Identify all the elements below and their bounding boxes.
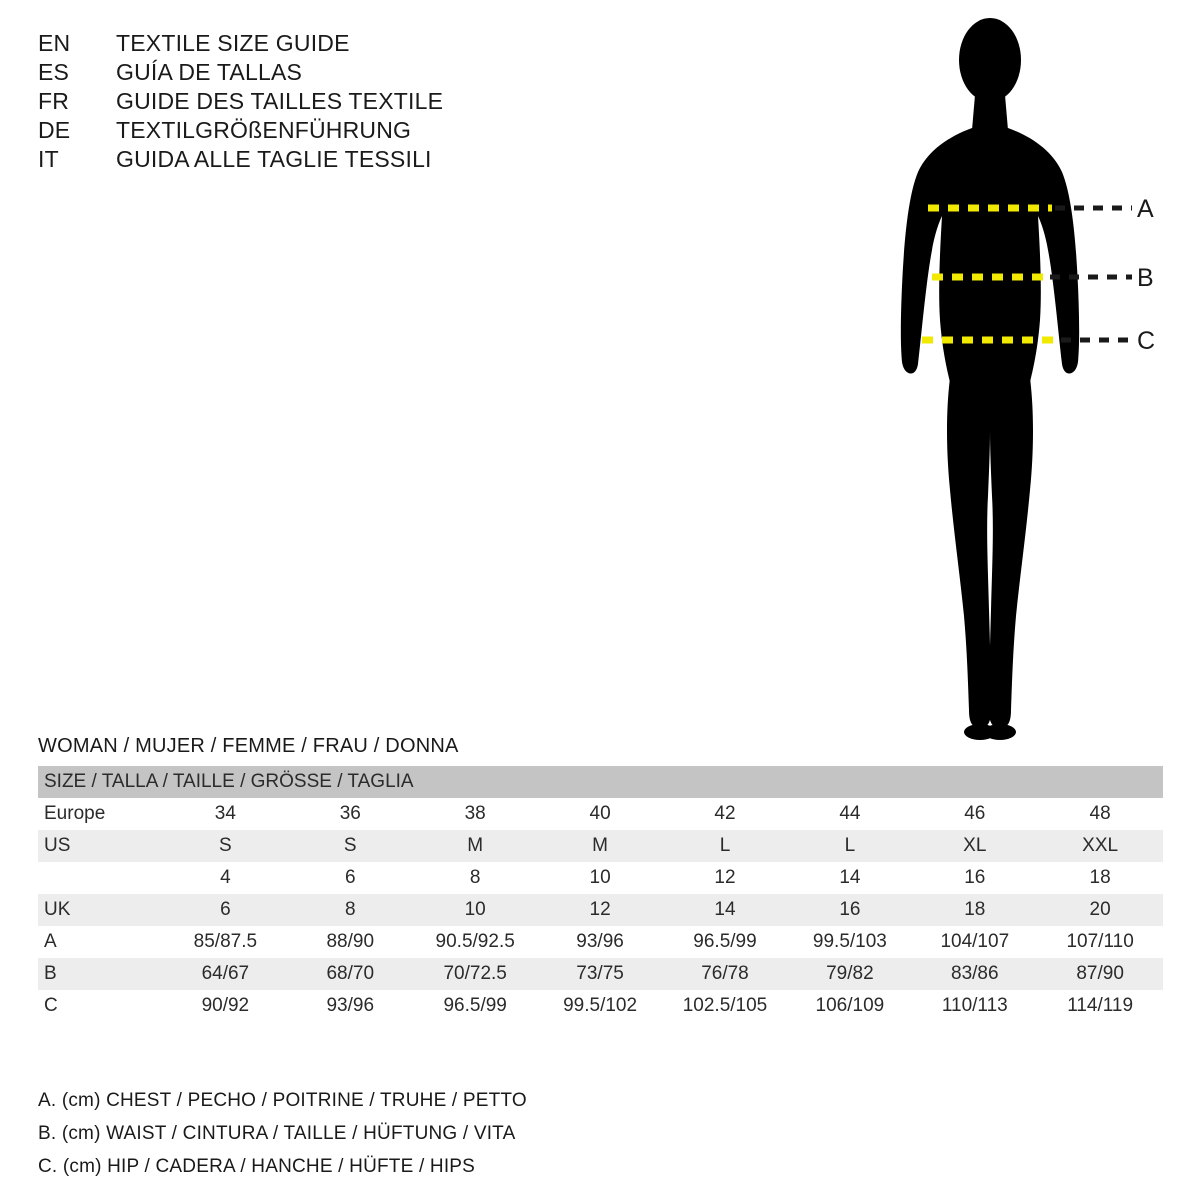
cell: 102.5/105 — [682, 995, 768, 1016]
title-text-es: GUÍA DE TALLAS — [116, 59, 303, 85]
title-row-en — [38, 30, 558, 57]
cell: L — [719, 835, 731, 856]
title-text-en: TEXTILE SIZE GUIDE — [116, 30, 350, 56]
cell: 8 — [469, 867, 481, 888]
size-table — [38, 766, 1163, 1022]
cell: XXL — [1082, 835, 1119, 856]
row-label: Europe — [44, 803, 106, 824]
cell: 14 — [839, 867, 861, 888]
footnote-c: C. (cm) HIP / CADERA / HANCHE / HÜFTE / HIPS — [38, 1156, 476, 1177]
footnote-a: A. (cm) CHEST / PECHO / POITRINE / TRUHE / PETTO — [38, 1090, 527, 1111]
cell: 99.5/102 — [563, 995, 638, 1016]
cell: 18 — [1089, 867, 1111, 888]
body-measurement-figure — [850, 10, 1190, 750]
footnotes — [38, 1090, 738, 1189]
title-lang-it: IT — [38, 146, 59, 172]
cell: 44 — [839, 803, 861, 824]
cell: 40 — [589, 803, 611, 824]
table-row — [38, 958, 1163, 990]
cell: 42 — [714, 803, 736, 824]
cell: XL — [963, 835, 987, 856]
title-lang-de: DE — [38, 117, 71, 143]
cell: 99.5/103 — [812, 931, 887, 952]
cell: 10 — [464, 899, 486, 920]
title-text-fr: GUIDE DES TAILLES TEXTILE — [116, 88, 444, 114]
table-row — [38, 862, 1163, 894]
row-label: C — [44, 995, 58, 1016]
cell: 88/90 — [326, 931, 375, 952]
table-row — [38, 990, 1163, 1022]
cell: 85/87.5 — [193, 931, 258, 952]
title-row-de — [38, 117, 558, 144]
cell: 64/67 — [201, 963, 250, 984]
marker-label-b: B — [1137, 264, 1154, 292]
title-lang-fr: FR — [38, 88, 70, 114]
footnote-b: B. (cm) WAIST / CINTURA / TAILLE / HÜFTUNG / VITA — [38, 1123, 516, 1144]
cell: 4 — [220, 867, 231, 888]
cell: 6 — [344, 867, 356, 888]
size-table-section — [38, 735, 1163, 1022]
cell: 18 — [964, 899, 986, 920]
cell: 8 — [344, 899, 356, 920]
cell: 38 — [464, 803, 486, 824]
table-header-label: SIZE / TALLA / TAILLE / GRÖSSE / TAGLIA — [44, 771, 414, 792]
cell: 12 — [589, 899, 611, 920]
cell: 46 — [964, 803, 986, 824]
row-label: B — [44, 963, 57, 984]
cell: M — [592, 835, 608, 856]
title-text-de: TEXTILGRÖßENFÜHRUNG — [116, 117, 412, 143]
cell: M — [467, 835, 484, 856]
cell: 16 — [964, 867, 986, 888]
cell: 10 — [589, 867, 611, 888]
row-label: UK — [44, 899, 71, 920]
row-label — [38, 862, 163, 894]
cell: 36 — [339, 803, 361, 824]
cell: 96.5/99 — [693, 931, 757, 952]
cell: 12 — [714, 867, 736, 888]
cell: 70/72.5 — [443, 963, 507, 984]
title-lang-en: EN — [38, 30, 71, 56]
cell: 34 — [214, 803, 236, 824]
cell: 114/119 — [1067, 995, 1134, 1016]
cell: 106/109 — [815, 995, 885, 1016]
cell: 76/78 — [701, 963, 749, 984]
cell: 93/96 — [576, 931, 624, 952]
cell: 110/113 — [941, 995, 1008, 1016]
title-row-es — [38, 59, 558, 86]
title-block — [38, 30, 558, 175]
cell: L — [844, 835, 856, 856]
marker-label-a: A — [1137, 195, 1154, 223]
cell: 90.5/92.5 — [435, 931, 515, 952]
cell: 48 — [1089, 803, 1111, 824]
cell: S — [343, 835, 357, 856]
cell: 87/90 — [1076, 963, 1124, 984]
table-header-row — [38, 766, 1163, 798]
cell: 104/107 — [940, 931, 1010, 952]
cell: 93/96 — [326, 995, 375, 1016]
cell: 6 — [220, 899, 231, 920]
cell: 20 — [1089, 899, 1111, 920]
cell: 83/86 — [951, 963, 999, 984]
title-row-fr — [38, 88, 558, 115]
title-row-it — [38, 146, 558, 173]
cell: 96.5/99 — [443, 995, 507, 1016]
table-row — [38, 894, 1163, 926]
cell: 14 — [714, 899, 736, 920]
row-label: US — [44, 835, 71, 856]
title-text-it: GUIDA ALLE TAGLIE TESSILI — [116, 146, 432, 172]
cell: 90/92 — [201, 995, 250, 1016]
cell: S — [219, 835, 232, 856]
table-caption: WOMAN / MUJER / FEMME / FRAU / DONNA — [38, 735, 459, 757]
female-silhouette-icon — [850, 10, 1190, 750]
marker-label-c: C — [1137, 327, 1156, 355]
row-label: A — [44, 931, 57, 952]
cell: 16 — [839, 899, 861, 920]
table-row — [38, 926, 1163, 958]
cell: 107/110 — [1066, 931, 1134, 952]
table-row — [38, 798, 1163, 830]
cell: 73/75 — [576, 963, 624, 984]
table-row — [38, 830, 1163, 862]
cell: 68/70 — [326, 963, 375, 984]
title-lang-es: ES — [38, 59, 70, 85]
cell: 79/82 — [826, 963, 874, 984]
